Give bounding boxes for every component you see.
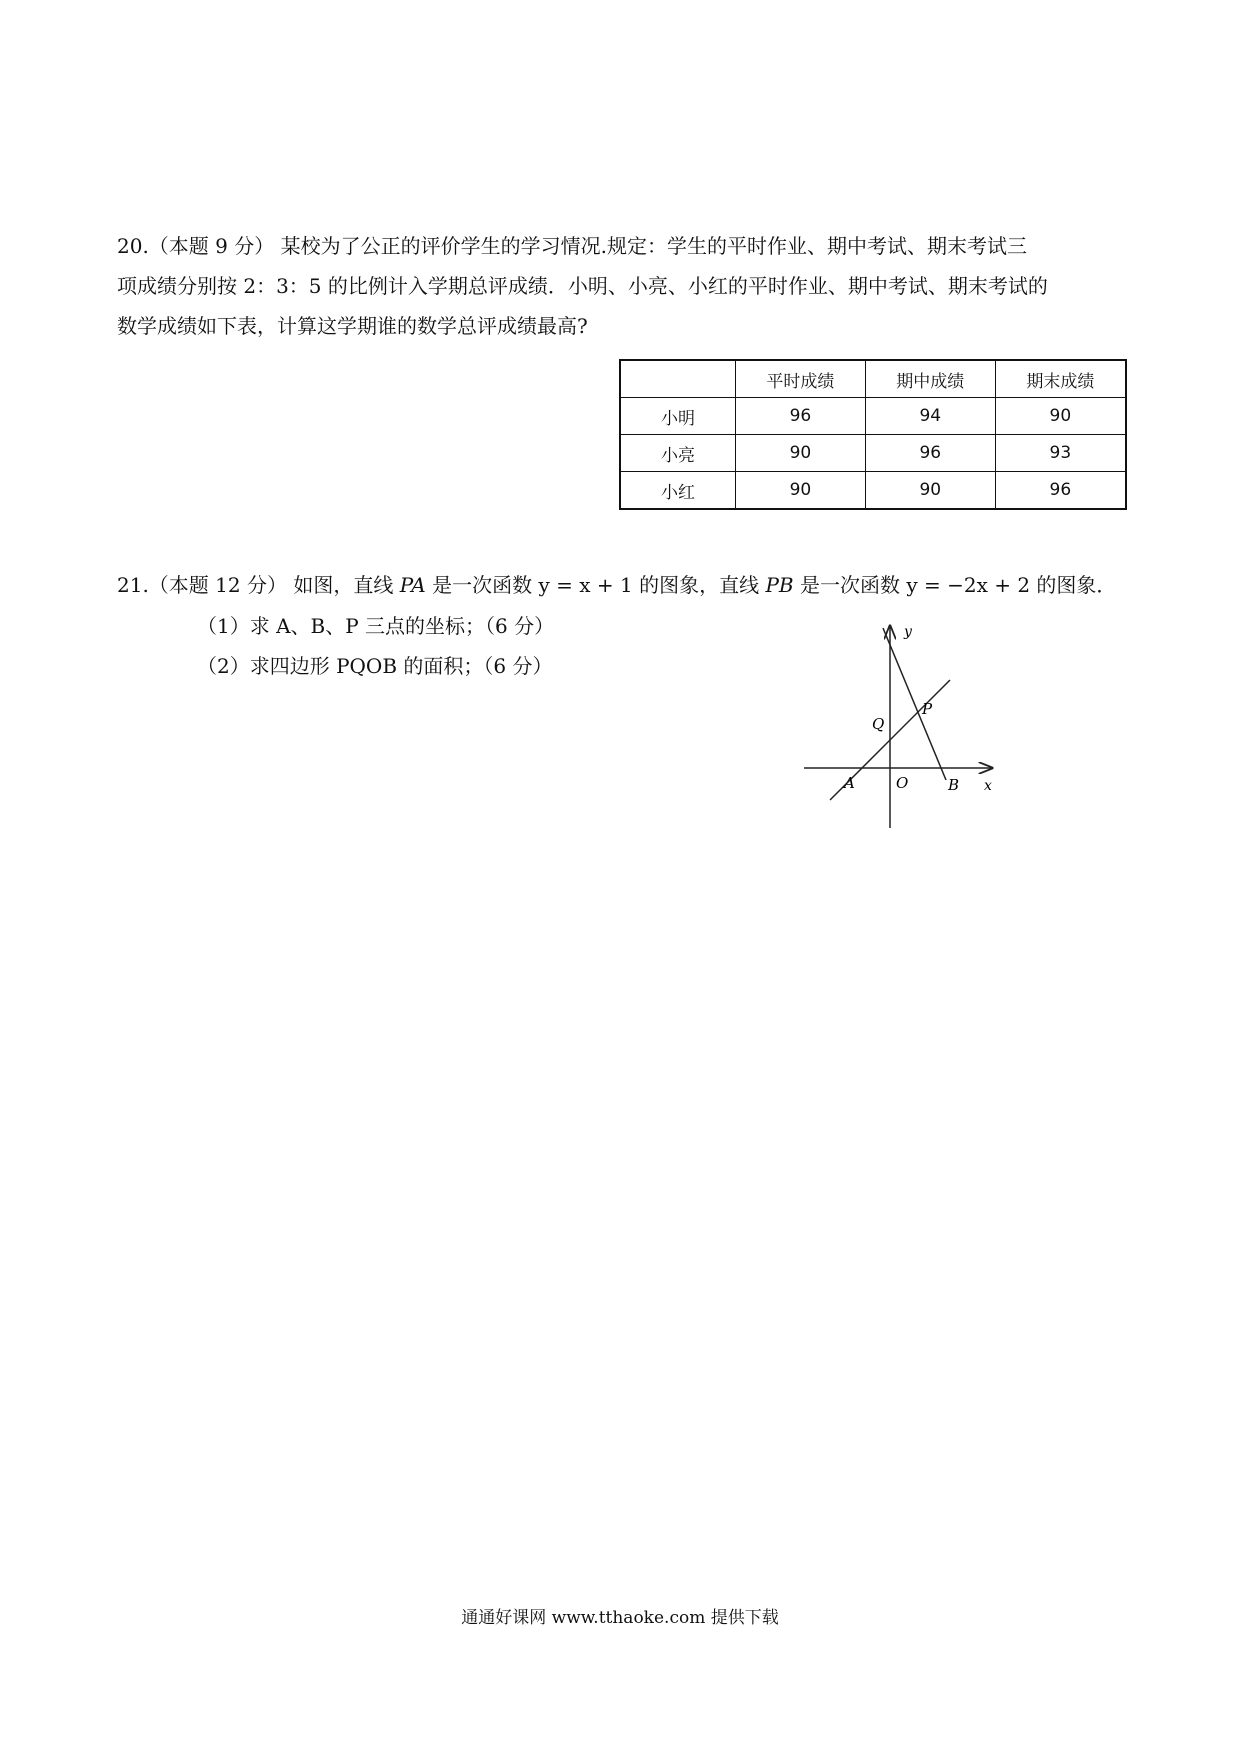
table-cell: 96 xyxy=(995,472,1126,510)
table-cell: 90 xyxy=(736,472,866,510)
q20-line-2: 项成绩分别按 2：3：5 的比例计入学期总评成绩．小明、小亮、小红的平时作业、期中考试、期末考试的 xyxy=(117,274,1048,298)
table-cell: 90 xyxy=(995,398,1126,435)
point-p-label: P xyxy=(922,700,933,718)
table-cell: 96 xyxy=(865,435,995,472)
table-row xyxy=(620,435,1126,472)
point-a-label: A xyxy=(844,774,855,792)
table-row xyxy=(620,398,1126,435)
q21-part-2: （2）求四边形 PQOB 的面积；（6 分） xyxy=(197,654,553,678)
line-pb-label: PB xyxy=(765,573,794,597)
table-cell: 93 xyxy=(995,435,1126,472)
y-axis-label: y xyxy=(904,624,912,640)
line-pa-label: PA xyxy=(399,573,426,597)
q21-part-1: （1）求 A、B、P 三点的坐标；（6 分） xyxy=(197,614,555,638)
q20-line-3: 数学成绩如下表，计算这学期谁的数学总评成绩最高? xyxy=(117,314,588,338)
x-axis-label: x xyxy=(984,778,992,794)
table-row xyxy=(620,472,1126,510)
table-header-cell: 期末成绩 xyxy=(995,360,1126,398)
equation-2: y = −2x + 2 xyxy=(906,573,1031,597)
table-header-cell: 平时成绩 xyxy=(736,360,866,398)
table-cell: 小明 xyxy=(620,398,736,435)
q21-suffix: 的图象． xyxy=(1030,573,1117,597)
table-header-cell: 期中成绩 xyxy=(865,360,995,398)
table-cell: 90 xyxy=(736,435,866,472)
origin-label: O xyxy=(896,774,909,792)
q21-prefix: 21.（本题 12 分） 如图，直线 xyxy=(117,573,400,597)
coordinate-figure xyxy=(800,618,1000,830)
q21-mid-2: 的图象，直线 xyxy=(632,573,766,597)
line-pb xyxy=(883,628,946,780)
q21-parts xyxy=(197,606,554,686)
q21-mid-1: 是一次函数 xyxy=(425,573,539,597)
question-20 xyxy=(117,226,1127,346)
table-header-row xyxy=(620,360,1126,398)
table-cell: 小亮 xyxy=(620,435,736,472)
equation-1: y = x + 1 xyxy=(538,573,633,597)
score-table xyxy=(619,359,1127,510)
point-b-label: B xyxy=(948,776,960,794)
table-header-cell xyxy=(620,360,736,398)
q21-stem xyxy=(117,565,1127,605)
table-cell: 小红 xyxy=(620,472,736,510)
table-cell: 94 xyxy=(865,398,995,435)
point-q-label: Q xyxy=(872,715,885,733)
table-cell: 90 xyxy=(865,472,995,510)
page-footer: 通通好课网 www.tthaoke.com 提供下载 xyxy=(461,1608,779,1628)
table-cell: 96 xyxy=(736,398,866,435)
q20-line-1: 20.（本题 9 分） 某校为了公正的评价学生的学习情况.规定：学生的平时作业、期中考试、期末考试三 xyxy=(117,234,1027,258)
question-21 xyxy=(117,565,1127,605)
q21-mid-3: 是一次函数 xyxy=(793,573,907,597)
